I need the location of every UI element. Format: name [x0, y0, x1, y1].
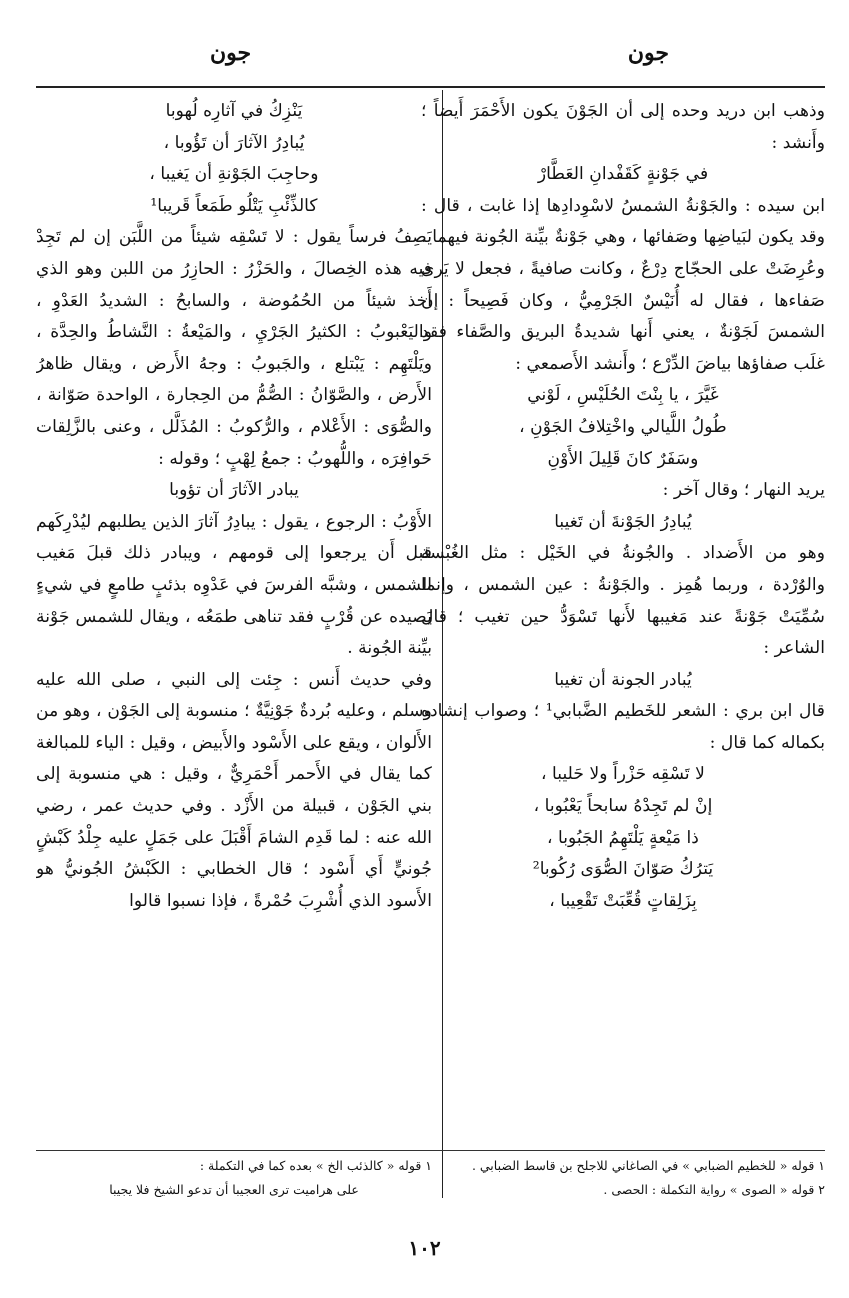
- running-header-right: جون: [627, 40, 669, 66]
- page-number: ١٠٢: [408, 1236, 441, 1260]
- verse-line: في جَوْنةٍ كَقَفْدانِ العَطَّارْ: [537, 164, 709, 185]
- verse-line: ذا مَيْعةٍ يَلْتَهِمُ الجَبُوبا ،: [547, 827, 699, 848]
- verse-line: وسَفَرٌ كانَ قَلِيلَ الأَوْنِ: [547, 448, 699, 469]
- verse-line: يُبادِرُ الآثارَ أن تَؤُوبا ،: [163, 132, 305, 153]
- footnotes-left: [36, 1154, 432, 1202]
- verse-line: كالذِّئْبِ يَتْلُو طَمَعاً قَريبا¹: [150, 195, 318, 216]
- footnote-rule-left: [36, 1150, 432, 1151]
- paragraph: قال ابن بري : الشعر للخَطيم الضَّبابي¹ ؛ وصواب إنشاده بكماله كما قال :: [421, 701, 825, 753]
- verse-line: لا تَسْقِه حَزْراً ولا حَليبا ،: [541, 764, 705, 785]
- verse-line: يُبادر الجونة أن تغيبا: [554, 669, 692, 690]
- paragraph: الأَوْبُ : الرجوع ، يقول : يبادِرُ آثارَ الذين يطلبهم ليُدْرِكَهم قبل أَن يرجعوا إلى قومهم ، ويبادر ذلك قبلَ مَغيب الشمس ، وشبَّه الفرسَ في عَدْوِه بذئبٍ طامعٍ في شيءٍ يَصيده عن قُرْبٍ فقد تناهى طمَعُه ، ويقال للشمس جَوْنة بيِّنة الجُونة .: [36, 511, 432, 659]
- footnote: ١ قوله « للخطيم الضبابي » في الصاغاني للاجلح بن قاسط الضبابي .: [471, 1158, 825, 1173]
- verse-line: وحاجِبَ الجَوْنةِ أن يَغيبا ،: [149, 164, 319, 185]
- verse-line: يَترُكُ صَوّانَ الصُّوَى رُكُوبا²: [532, 859, 714, 880]
- footnotes-right: [421, 1154, 825, 1202]
- footnote: ٢ قوله « الصوى » رواية التكملة : الحصى .: [603, 1182, 825, 1197]
- header-rule: [36, 86, 825, 88]
- paragraph: يريد النهار ؛ وقال آخر :: [662, 480, 825, 501]
- paragraph: يَصِفُ فرساً يقول : لا تَسْقِه شيئاً من اللَّبَن إن لم تَجِدْ فيه هذه الخِصالَ ، والحَزْرُ : الحازِرُ من اللبن وهو الذي أَخذ شيئاً من الحُمُوضة ، والسابحُ : الشديدُ العَدْوِ ، واليَعْبوبُ : الكثيرُ الجَرْيِ ، والمَيْعةُ : النَّشاطُ والحِدَّة ، ويَلْتَهِم : يَبْتلع ، والجَبوبُ : وجهُ الأَرض ، ويقال ظاهرُ الأَرض ، والصَّوّانُ : الصُّمُّ من الحِجارة ، الواحدة صَوّانة ، والصُّوَى : الأَعْلام ، والرُّكوبُ : المُذَلَّل ، وعنى بالزَّلِقات حَوافِرَه ، واللُّهوبُ : جمعُ لِهْبٍ ؛ وقوله :: [36, 227, 432, 469]
- verse-line: إنْ لم تَجِدْهُ سابحاً يَعْبُوبا ،: [533, 796, 713, 817]
- paragraph: وفي حديث أَنس : جِئت إلى النبي ، صلى الله عليه وسلم ، وعليه بُردةٌ جَوْنِيَّةٌ ؛ منسوبة إلى الجَوْن ، وهو من الأَلوان ، ويقع على الأَسْود والأَبيض ، وقيل : الياء للمبالغة كما يقال في الأَحمر أَحْمَرِيٌّ ، وقيل : هي منسوبة إلى بني الجَوْن ، قبيلة من الأَزْد . وفي حديث عمر ، رضي الله عنه : لما قَدِم الشامَ أَقْبَلَ على جَمَلٍ عليه جِلْدُ كَبْشٍ جُونيٍّ أَي أَسْود ؛ قال الخطابي : الكَبْشُ الجُونيُّ هو الأَسود الذي أُشْرِبَ حُمْرةً ، فإذا نسبوا قالوا: [36, 669, 432, 911]
- running-header-left: جون: [210, 40, 252, 66]
- verse-line: يُبادِرُ الجَوْنةَ أن تَغيبا: [554, 511, 692, 532]
- left-column: [36, 96, 432, 1148]
- verse-line: بِزَلِقاتٍ قُعِّبَتْ تَقْعِيبا ،: [549, 890, 697, 911]
- verse-line: غَيَّرَ ، يا بِنْتَ الحُلَيْسِ ، لَوْني: [527, 385, 719, 406]
- footnote-rule-right: [421, 1150, 825, 1151]
- paragraph: وهو من الأَضداد . والجُونةُ في الخَيْل : مثل الغُبْسة والوُرْدة ، وربما هُمِز . والجَوْنةُ : عين الشمس ، وإنما سُمِّيَتْ جَوْنةً عند مَغيبها لأَنها تَسْوَدُّ حين تغيب ؛ قال الشاعر :: [421, 543, 825, 659]
- paragraph: وذهب ابن دريد وحده إلى أن الجَوْنَ يكون الأَحْمَرَ أَيضاً ؛ وأَنشد :: [421, 101, 825, 153]
- verse-line: يبادر الآثارَ أن تؤوبا: [169, 480, 299, 501]
- right-column: [421, 96, 825, 1148]
- footnote-verse: على هراميت ترى العجيبا أن تدعو الشيخ فلا يجيبا: [109, 1182, 359, 1197]
- verse-line: يَنْزِكُ في آثارِه لُهوبا: [165, 101, 303, 121]
- footnote: ١ قوله « كالذئب الخ » بعده كما في التكملة :: [199, 1158, 432, 1173]
- paragraph: ابن سيده : والجَوْنةُ الشمسُ لاسْوِدادِها إذا غابت ، قال : وقد يكون لبَياضِها وصَفائها ، وهي جَوْنةٌ بيِّنة الجُونة فيهما . وعُرِضَتْ على الحجّاج دِرْعٌ ، وكانت صافيةً ، فجعل لا يَرى صَفاءها ، فقال له أُنَيْسٌ الجَرْمِيُّ ، وكان فَصِيحاً : إن الشمسَ لَجَوْنةٌ ، يعني أَنها شديدةُ البريق والصَّفاء فقد غلَب صفاؤها بياضَ الدِّرْع ؛ وأَنشد الأَصمعي :: [421, 195, 825, 374]
- verse-line: طُولُ اللَّيالي واخْتِلافُ الجَوْنِ ،: [519, 416, 727, 437]
